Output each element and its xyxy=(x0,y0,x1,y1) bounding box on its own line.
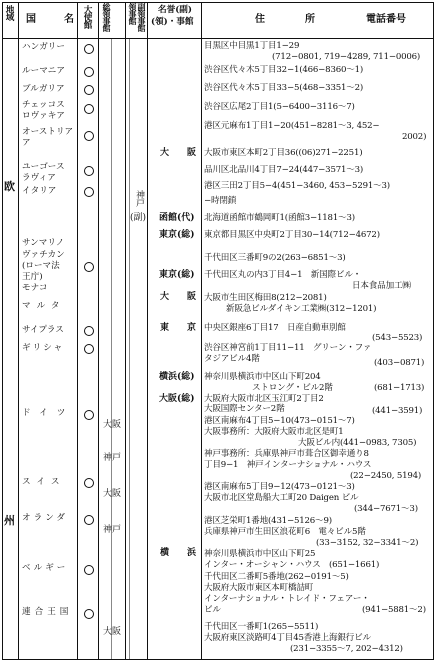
country-netherlands: オランダ xyxy=(22,513,69,523)
address-line: 港区南麻布4丁目5−10(473−0151〜7) xyxy=(204,416,355,426)
consul-osaka-1: 大阪 xyxy=(103,420,122,430)
address-line: インターナショナル・トレイド・フェアー・ xyxy=(204,594,370,604)
rule-top xyxy=(2,2,434,3)
region-europe-1: 欧 xyxy=(4,180,15,193)
embassy-mark xyxy=(84,478,94,488)
address-line: 大阪市生田区梅田8(212−2081) xyxy=(204,293,327,303)
header-phone: 電話番号 xyxy=(366,14,406,25)
address-line: 新阪急ビルダイキン工業㈱(312−1201) xyxy=(226,304,377,314)
embassy-mark xyxy=(84,187,94,197)
consul-kobe-vice: (副) xyxy=(130,213,147,223)
embassy-mark xyxy=(84,131,94,141)
col-consulate-inner-2 xyxy=(129,38,130,659)
address-line: 港区元麻布1丁目1−20(451−8281〜3, 452− xyxy=(204,121,380,131)
country-hungary: ハンガリー xyxy=(22,42,65,52)
col-consulate xyxy=(147,2,148,660)
country-austria-2: ア xyxy=(22,138,31,148)
address-line: (231−3355〜7, 202−4312) xyxy=(290,644,403,654)
address-line: 東京都目黒区中央町2丁目30−14(712−4672) xyxy=(204,230,380,240)
address-line: ストロング・ビル2階 xyxy=(252,383,333,393)
address-line: タジアビル4階 xyxy=(204,354,260,364)
address-line: 渋谷区神宮前1丁目11−11 グリーン・ファ xyxy=(204,343,372,353)
address-line: (344−7671〜3) xyxy=(354,504,418,514)
embassy-mark xyxy=(84,326,94,336)
address-line: 大阪事務所：大阪府大阪市北区是町1 xyxy=(204,427,344,437)
country-vatican-1: ヴァチカン xyxy=(22,250,65,260)
address-line: 千代田区丸の内3丁目4−1 新国際ビル・ xyxy=(204,270,362,280)
country-switzerland: スイス xyxy=(22,477,66,487)
country-romania: ルーマニア xyxy=(22,66,65,76)
address-line: (441−3591) xyxy=(372,406,423,416)
country-vatican-2: (ローマ法 xyxy=(22,261,60,271)
country-cyprus: サイプラス xyxy=(22,325,64,335)
address-line: 大阪府大阪市東区本町橋詰町 xyxy=(204,583,314,593)
address-line: ビル xyxy=(204,605,221,615)
address-line: インター・オーシャン・ハウス (651−1661) xyxy=(204,560,380,570)
address-line: 千代田区一番町1(265−5511) xyxy=(204,622,319,632)
city-tokyo-3: 東 京 xyxy=(160,323,197,333)
address-line: (941−5881〜2) xyxy=(362,605,426,615)
address-line: 兵庫県神戸市生田区浪花町6 電々ビル5階 xyxy=(204,527,366,537)
country-malta: マルタ xyxy=(22,301,66,311)
address-line: 日本食品加工㈱ xyxy=(352,281,411,291)
embassy-mark xyxy=(84,344,94,354)
header-vice-consulate: 副領事館 xyxy=(137,3,147,31)
address-line: −時閉鎖 xyxy=(204,196,237,206)
address-line: 千代田区三番町9の2(263−6851〜3) xyxy=(204,253,346,263)
address-line: 品川区北品川4丁目7−24(447−3571〜3) xyxy=(204,165,364,175)
country-yugoslavia-1: ユーゴース xyxy=(22,162,65,172)
address-line: 渋谷区広尾2丁目1(5−6400−3116〜7) xyxy=(204,102,355,112)
city-osaka-b: 大 阪 xyxy=(160,292,197,302)
address-line: 神戸事務所：兵庫県神戸市葺合区御幸通り8 xyxy=(204,449,369,459)
city-osaka-a: 大 阪 xyxy=(160,148,197,158)
country-czech-1: チェッコス xyxy=(22,100,65,110)
address-line: 北海道函館市鶴岡町1(函館3−1181〜3) xyxy=(204,213,355,223)
address-line: 中央区銀座6丁目17 日産自動車別館 xyxy=(204,323,346,333)
address-line: 大阪国際センター2階 xyxy=(204,404,285,414)
header-embassy: 大使館 xyxy=(82,5,92,28)
address-line: 2002) xyxy=(402,132,427,142)
address-line: (543−5523) xyxy=(372,333,423,343)
address-line: 港区芝栄町1番地(431−5126〜9) xyxy=(204,516,332,526)
header-consulate-general: 総領事館 xyxy=(102,3,112,31)
rule-right xyxy=(433,2,434,660)
address-line: (681−1713) xyxy=(374,383,425,393)
country-vatican-3: 王庁) xyxy=(22,272,43,282)
col-consulate-general xyxy=(125,2,126,660)
country-greece: ギリシャ xyxy=(22,343,65,353)
address-line: 千代田区二番町5番地(262−0191〜5) xyxy=(204,572,349,582)
country-san-marino: サンマリノ xyxy=(22,238,65,248)
address-line: 神奈川県横浜市中区山下町25 xyxy=(204,549,316,559)
consul-kobe-2: 神戸 xyxy=(103,525,122,535)
city-tokyo-1: 東京(総) xyxy=(159,230,195,240)
col-country xyxy=(77,2,78,660)
rule-bottom xyxy=(2,659,434,660)
embassy-mark xyxy=(84,104,94,114)
col-consulate-inner-1 xyxy=(111,38,112,659)
country-czech-2: ロヴァキア xyxy=(22,111,65,121)
col-honorary xyxy=(201,2,202,660)
address-line: 大阪ビル内(441−0983, 7305) xyxy=(298,438,417,448)
address-line: 丁目9−1 神戸インターナショナル・ハウス xyxy=(204,460,372,470)
consul-kobe: 神戸 xyxy=(134,190,144,206)
country-italy: イタリア xyxy=(22,186,57,196)
address-line: 大阪市東区本町2丁目36((06)271−2251) xyxy=(204,148,363,158)
embassy-mark xyxy=(84,262,94,272)
address-line: 港区南麻布5丁目9−12(473−0121〜3) xyxy=(204,482,355,492)
region-europe-2: 州 xyxy=(4,514,15,527)
city-yokohama-2: 横 浜 xyxy=(160,548,197,558)
rule-left xyxy=(2,2,3,660)
header-region: 地域 xyxy=(4,5,14,21)
address-line: 目黒区中目黒1丁目1−29 xyxy=(204,41,300,51)
address-line: 大阪市北区堂島船大工町20 Daigen ビル xyxy=(204,493,359,503)
rule-header-bottom xyxy=(2,38,434,39)
address-line: 渋谷区代々木5丁目32−1(466−8360〜1) xyxy=(204,65,364,75)
header-country-right: 名 xyxy=(64,14,74,25)
embassy-mark xyxy=(84,44,94,54)
address-line: 神奈川県横浜市中区山下町204 xyxy=(204,372,321,382)
country-germany: ドイツ xyxy=(22,408,75,418)
country-austria-1: オーストリア xyxy=(22,127,74,137)
country-monaco: モナコ xyxy=(22,283,48,293)
embassy-mark xyxy=(84,166,94,176)
address-line: (403−0871) xyxy=(374,358,425,368)
col-region xyxy=(18,2,19,660)
embassy-mark xyxy=(84,410,94,420)
embassy-mark xyxy=(84,609,94,619)
header-address: 住 所 xyxy=(255,14,315,25)
country-uk: 連合王国 xyxy=(22,607,73,617)
country-yugoslavia-2: ラヴィア xyxy=(22,173,56,183)
city-osaka-c: 大阪(総) xyxy=(159,394,195,404)
consul-osaka-3: 大阪 xyxy=(103,627,122,637)
address-line: 港区三田2丁目5−4(451−3460, 453−5291〜3) xyxy=(204,181,390,191)
header-consulate: 領事館 xyxy=(128,3,138,24)
consul-osaka-2: 大阪 xyxy=(103,489,122,499)
address-line: (22−2450, 5194) xyxy=(350,471,422,481)
consul-kobe-1: 神戸 xyxy=(103,453,122,463)
header-honorary: 名誉(副) xyxy=(158,5,192,15)
city-tokyo-2: 東京(総) xyxy=(159,270,195,280)
address-line: 大阪府東区淡路町4丁目45香港上海銀行ビル xyxy=(204,633,371,643)
address-line: 渋谷区代々木5丁目33−5(468−3351〜2) xyxy=(204,83,364,93)
embassy-mark xyxy=(84,67,94,77)
city-hakodate: 函館(代) xyxy=(159,213,195,223)
country-bulgaria: ブルガリア xyxy=(22,84,65,94)
embassy-mark xyxy=(84,85,94,95)
city-yokohama-1: 横浜(総) xyxy=(159,372,195,382)
header-country-left: 国 xyxy=(26,14,36,25)
address-line: (712−0801, 719−4289, 711−0006) xyxy=(272,52,421,62)
col-embassy xyxy=(98,2,99,660)
address-line: (33−3152, 32−3341〜2) xyxy=(316,538,419,548)
country-belgium: ベルギー xyxy=(22,563,69,573)
address-line: 大阪府大阪市北区玉江町2丁目2 xyxy=(204,394,324,404)
embassy-mark xyxy=(84,565,94,575)
header-honorary-sub: (領)・事館 xyxy=(151,17,194,27)
embassy-mark xyxy=(84,515,94,525)
